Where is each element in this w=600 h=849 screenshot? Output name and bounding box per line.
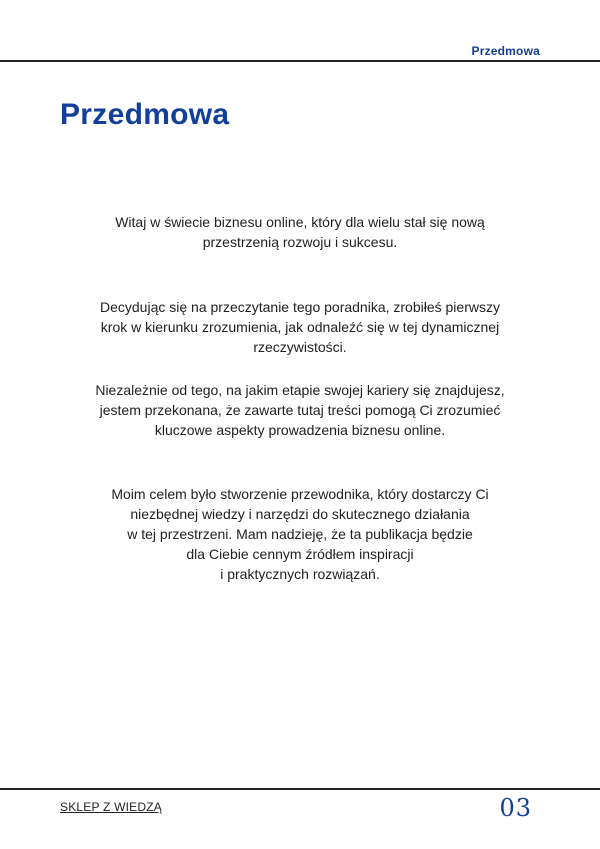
paragraph-line: rzeczywistości. bbox=[253, 339, 347, 355]
paragraph-welcome bbox=[40, 212, 560, 252]
paragraph-line: w tej przestrzeni. Mam nadzieję, że ta publikacja będzie bbox=[127, 526, 473, 542]
header-divider bbox=[0, 60, 600, 62]
paragraph-line: niezbędnej wiedzy i narzędzi do skutecznego działania bbox=[130, 506, 470, 522]
page-title: Przedmowa bbox=[60, 98, 230, 131]
preface-body bbox=[40, 212, 560, 584]
footer-divider bbox=[0, 788, 600, 790]
paragraph-line: przestrzenią rozwoju i sukcesu. bbox=[202, 234, 398, 250]
paragraph-line: jestem przekonana, że zawarte tutaj treści pomogą Ci zrozumieć bbox=[99, 402, 501, 418]
page-number: 03 bbox=[499, 794, 532, 822]
footer-brand: SKLEP Z WIEDZĄ bbox=[60, 800, 162, 814]
paragraph-line: Decydując się na przeczytanie tego poradnika, zrobiłeś pierwszy bbox=[100, 299, 500, 315]
header-section-label: Przedmowa bbox=[471, 44, 540, 58]
paragraph-line: Witaj w świecie biznesu online, który dla wielu stał się nową bbox=[115, 214, 485, 230]
paragraph-line: Moim celem było stworzenie przewodnika, który dostarczy Ci bbox=[111, 486, 489, 502]
paragraph-line: krok w kierunku zrozumienia, jak odnaleźć się w tej dynamicznej bbox=[100, 319, 500, 335]
paragraph-career bbox=[40, 380, 560, 440]
paragraph-line: kluczowe aspekty prowadzenia biznesu online. bbox=[154, 422, 446, 438]
paragraph-goal bbox=[40, 484, 560, 584]
paragraph-line: dla Ciebie cennym źródłem inspiracji bbox=[186, 546, 414, 562]
paragraph-line: Niezależnie od tego, na jakim etapie swojej kariery się znajdujesz, bbox=[95, 382, 505, 398]
paragraph-decision bbox=[40, 297, 560, 357]
paragraph-line: i praktycznych rozwiązań. bbox=[220, 566, 380, 582]
